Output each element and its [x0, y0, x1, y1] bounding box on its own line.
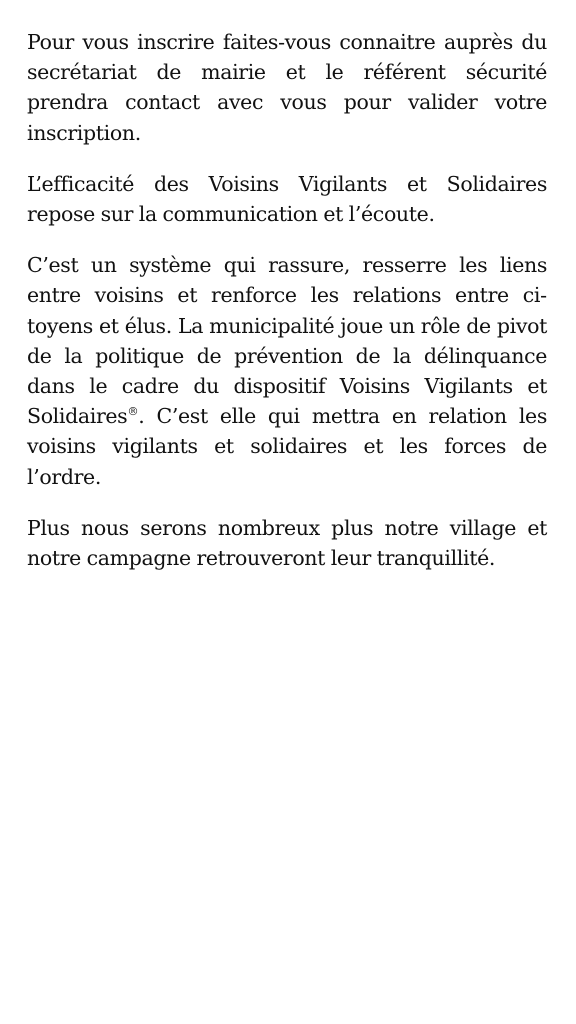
paragraph-closing: Plus nous serons nombreux plus notre village et notre campagne retrouveront leur tranquillité.: [27, 515, 547, 571]
paragraph-system-text: C’est un système qui rassure, resserre les liens entre voisins et renforce les relations entre citoyens et élus. La municipalité joue un rôle de pivot de la politique de prévention de la délinquance dans le cadre du dispositif Voisins Vigilants et Solidaires: [27, 253, 547, 429]
paragraph-system-continuation: . C’est elle qui mettra en relation les voisins vigilants et solidaires et les forces de l’ordre.: [27, 404, 547, 489]
paragraph-registration: Pour vous inscrire faites-vous connaitre auprès du secrétariat de mairie et le référent sécurité prendra contact avec vous pour valider votre inscription.: [27, 30, 547, 145]
paragraph-effectiveness: L’efficacité des Voisins Vigilants et Solidaires repose sur la communication et l’écoute.: [27, 171, 547, 227]
document-body: [27, 27, 547, 573]
registered-mark: ®: [127, 405, 139, 419]
paragraph-system: [27, 250, 547, 492]
